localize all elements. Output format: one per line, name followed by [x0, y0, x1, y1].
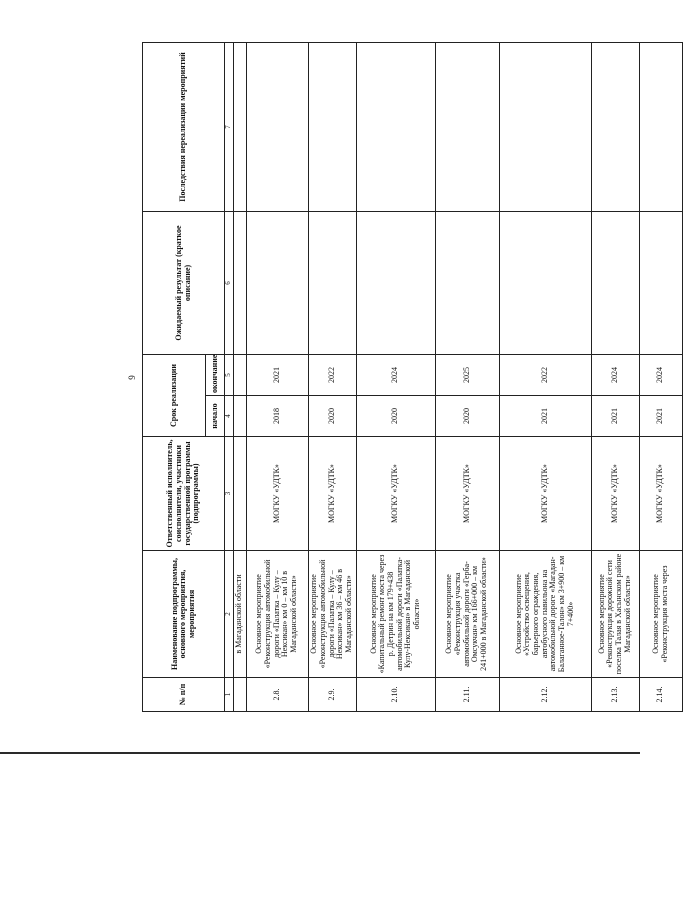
table-row [435, 42, 499, 711]
cell-empty [233, 678, 246, 712]
cell-empty [233, 396, 246, 437]
header-end: окончание [206, 354, 225, 395]
row-end: 2024 [356, 354, 435, 395]
row-executor: МОГКУ «УДТК» [435, 437, 499, 551]
row-end: 2024 [639, 354, 682, 395]
column-number: 4 [225, 396, 234, 437]
table-row [639, 42, 682, 711]
measures-table [142, 42, 683, 712]
row-executor: МОГКУ «УДТК» [639, 437, 682, 551]
table-row [308, 42, 356, 711]
column-number: 3 [225, 437, 234, 551]
header-term: Срок реализации [143, 354, 206, 436]
row-result [591, 211, 639, 354]
column-numbers-row [225, 42, 234, 711]
cell-empty [233, 437, 246, 551]
row-consequences [435, 42, 499, 211]
row-start: 2021 [639, 396, 682, 437]
row-executor: МОГКУ «УДТК» [246, 437, 308, 551]
row-name: Основное мероприятие «Капитальный ремонт моста через р. Детрин на км 179+438 автомобильной дороги «Палатка-Кулу-Нексикан» в Магаданской области» [356, 551, 435, 678]
row-executor: МОГКУ «УДТК» [499, 437, 591, 551]
row-consequences [308, 42, 356, 211]
cell-empty [233, 42, 246, 211]
row-end: 2022 [499, 354, 591, 395]
row-start: 2020 [356, 396, 435, 437]
row-consequences [499, 42, 591, 211]
rotated-page [115, 43, 677, 712]
row-executor: МОГКУ «УДТК» [356, 437, 435, 551]
table-row [591, 42, 639, 711]
row-name: Основное мероприятие «Реконструкция участка автомобильной дороги «Герба-Омсукчан» км 166+000 – км 241+000 в Магаданской области» [435, 551, 499, 678]
row-executor: МОГКУ «УДТК» [591, 437, 639, 551]
row-name: Основное мероприятие «Устройство освещения, барьерного ограждения, автобусного павильона на автомобильной дороге «Магадан-Балаганное-Талон» км 3+900 – км 7+400» [499, 551, 591, 678]
row-start: 2020 [308, 396, 356, 437]
row-result [246, 211, 308, 354]
row-consequences [591, 42, 639, 211]
row-result [639, 211, 682, 354]
row-num: 2.12. [499, 678, 591, 712]
row-num: 2.10. [356, 678, 435, 712]
row-name: Основное мероприятие «Реконструкция дорожной сети поселка Талая в Хасынском районе Магаданской области» [591, 551, 639, 678]
column-number: 6 [225, 211, 234, 354]
column-number: 5 [225, 354, 234, 395]
row-num: 2.9. [308, 678, 356, 712]
row-name: Основное мероприятие «Реконструкция автомобильной дороги «Палатка – Кулу – Нексикан» км 36 – км 46 в Магаданской области» [308, 551, 356, 678]
header-consequences: Последствия нереализации мероприятий [143, 42, 225, 211]
continuation-row [233, 42, 246, 711]
row-start: 2020 [435, 396, 499, 437]
column-number: 1 [225, 678, 234, 712]
row-consequences [356, 42, 435, 211]
row-consequences [246, 42, 308, 211]
row-result [435, 211, 499, 354]
row-num: 2.11. [435, 678, 499, 712]
row-start: 2021 [499, 396, 591, 437]
row-name: Основное мероприятие «Реконструкция автомобильной дороги «Палатка – Кулу – Нексикан» км 0 – км 10 в Магаданской области» [246, 551, 308, 678]
row-name: Основное мероприятие «Реконструкция моста через [639, 551, 682, 678]
row-start: 2021 [591, 396, 639, 437]
header-result: Ожидаемый результат (краткое описание) [143, 211, 225, 354]
table-row [356, 42, 435, 711]
row-end: 2024 [591, 354, 639, 395]
header-name: Наименование подпрограммы, основного мероприятия, мероприятия [143, 551, 225, 678]
row-num: 2.14. [639, 678, 682, 712]
cell-empty [233, 211, 246, 354]
row-num: 2.13. [591, 678, 639, 712]
row-num: 2.8. [246, 678, 308, 712]
continuation-text: в Магаданской области [233, 551, 246, 678]
row-start: 2018 [246, 396, 308, 437]
table-row [499, 42, 591, 711]
row-end: 2025 [435, 354, 499, 395]
header-start: начало [206, 396, 225, 437]
row-result [308, 211, 356, 354]
row-executor: МОГКУ «УДТК» [308, 437, 356, 551]
header-num: № п/п [143, 678, 225, 712]
page-number: 9 [127, 375, 137, 380]
horizontal-rule [0, 752, 640, 754]
row-result [356, 211, 435, 354]
row-end: 2022 [308, 354, 356, 395]
row-result [499, 211, 591, 354]
cell-empty [233, 354, 246, 395]
table-row [246, 42, 308, 711]
column-number: 2 [225, 551, 234, 678]
header-executor: Ответственный исполнитель, соисполнители, участники государственной программы (подпрограммы) [143, 437, 225, 551]
row-end: 2021 [246, 354, 308, 395]
row-consequences [639, 42, 682, 211]
column-number: 7 [225, 42, 234, 211]
